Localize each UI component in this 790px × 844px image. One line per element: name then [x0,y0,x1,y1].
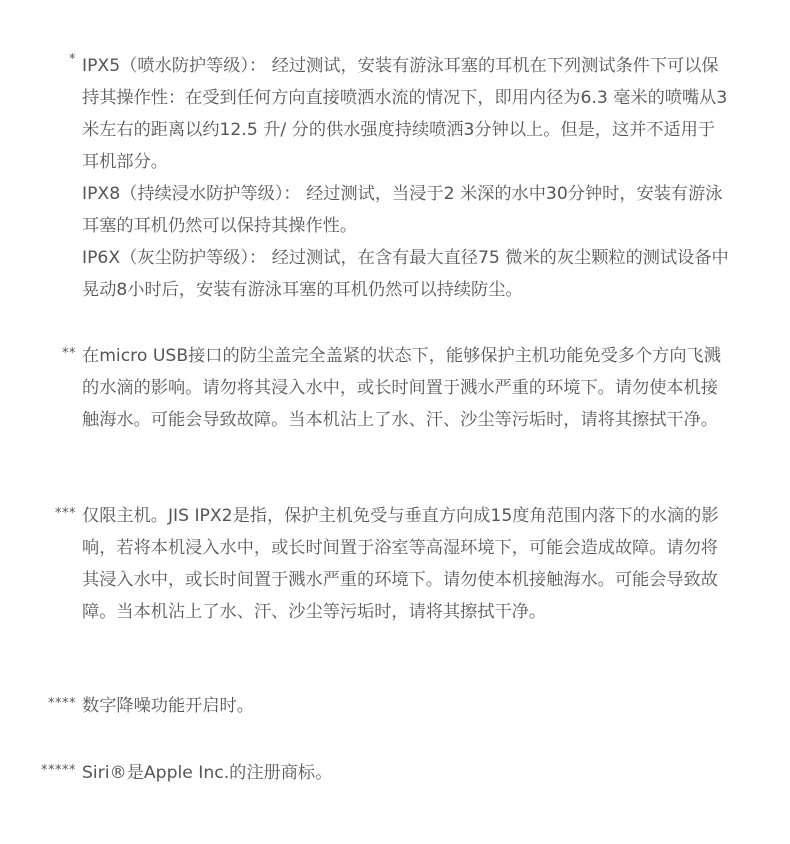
footnote-marker: * [69,52,76,67]
footnote-body [82,757,730,789]
footnote-body [82,690,730,722]
paragraph-ipx8: IPX8（持续浸水防护等级）： 经过测试，当浸于2 米深的水中30分钟时，安装有游泳耳塞的耳机仍然可以保持其操作性。 [82,184,723,236]
paragraph-micro-usb: 在micro USB接口的防尘盖完全盖紧的状态下，能够保护主机功能免受多个方向飞溅的水滴的影响。请勿将其浸入水中，或长时间置于溅水严重的环境下。请勿使本机接触海水。可能会导致故障。当本机沾上了水、汗、沙尘等污垢时，请将其擦拭干净。 [82,346,721,430]
footnote-body [82,500,730,628]
paragraph-ipx5: IPX5（喷水防护等级）： 经过测试，安装有游泳耳塞的耳机在下列测试条件下可以保持其操作性：在受到任何方向直接喷洒水流的情况下，即用内径为6.3 毫米的喷嘴从3 米左右的距离以约12.5 升/ 分的供水强度持续喷洒3分钟以上。但是，这并不适用于耳机部分。 [82,56,728,172]
footnote-body [82,50,730,306]
footnote-marker: **** [48,696,76,711]
footnote-marker: ** [62,346,76,361]
paragraph-siri-trademark: Siri®是Apple Inc.的注册商标。 [82,763,333,783]
paragraph-ip6x: IP6X（灰尘防护等级）： 经过测试，在含有最大直径75 微米的灰尘颗粒的测试设备中晃动8小时后，安装有游泳耳塞的耳机仍然可以持续防尘。 [82,248,729,300]
paragraph-jis-ipx2: 仅限主机。JIS IPX2是指，保护主机免受与垂直方向成15度角范围内落下的水滴的影响，若将本机浸入水中，或长时间置于浴室等高湿环境下，可能会造成故障。请勿将其浸入水中，或长时间置于溅水严重的环境下。请勿使本机接触海水。可能会导致故障。当本机沾上了水、汗、沙尘等污垢时，请将其擦拭干净。 [82,506,719,622]
footnote-marker: ***** [41,763,76,778]
paragraph-noise-cancel: 数字降噪功能开启时。 [82,696,254,716]
footnote-marker: *** [55,506,76,521]
footnote-body [82,340,730,436]
